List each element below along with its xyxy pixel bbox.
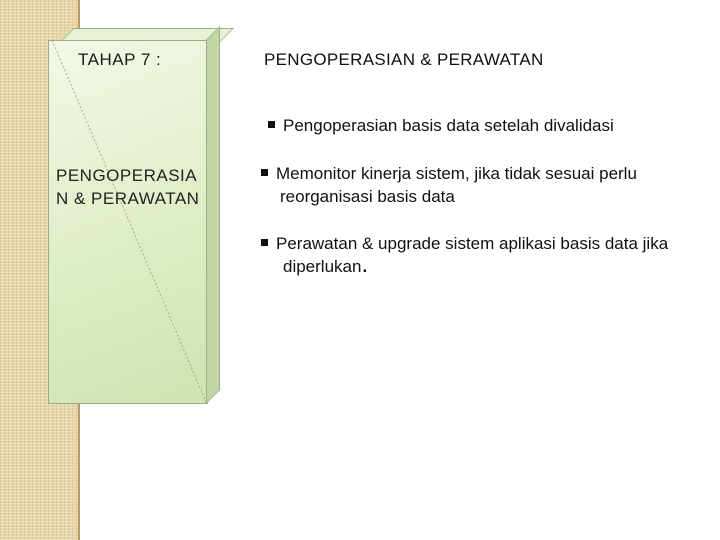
- bullet-period: .: [361, 251, 369, 278]
- bullet-square-icon: [261, 239, 268, 246]
- bullet-text: Pengoperasian basis data setelah divalidasi: [283, 116, 614, 135]
- stage-label: TAHAP 7 :: [78, 50, 162, 69]
- bullet-text: Memonitor kinerja sistem, jika tidak sesuai perlu reorganisasi basis data: [276, 164, 637, 206]
- box-diagonal-line: [48, 40, 208, 404]
- box-side-face: [206, 26, 220, 404]
- page-title: PENGOPERASIAN & PERAWATAN: [264, 50, 544, 69]
- bullet-text: Perawatan & upgrade sistem aplikasi basis data jika diperlukan: [276, 234, 669, 276]
- bullet-square-icon: [261, 169, 268, 176]
- bullet-item: [268, 114, 614, 137]
- bullet-item: [261, 162, 700, 208]
- box-text: PENGOPERASIAN & PERAWATAN: [56, 166, 200, 208]
- bullet-item: [261, 232, 703, 278]
- bullet-square-icon: [268, 121, 275, 128]
